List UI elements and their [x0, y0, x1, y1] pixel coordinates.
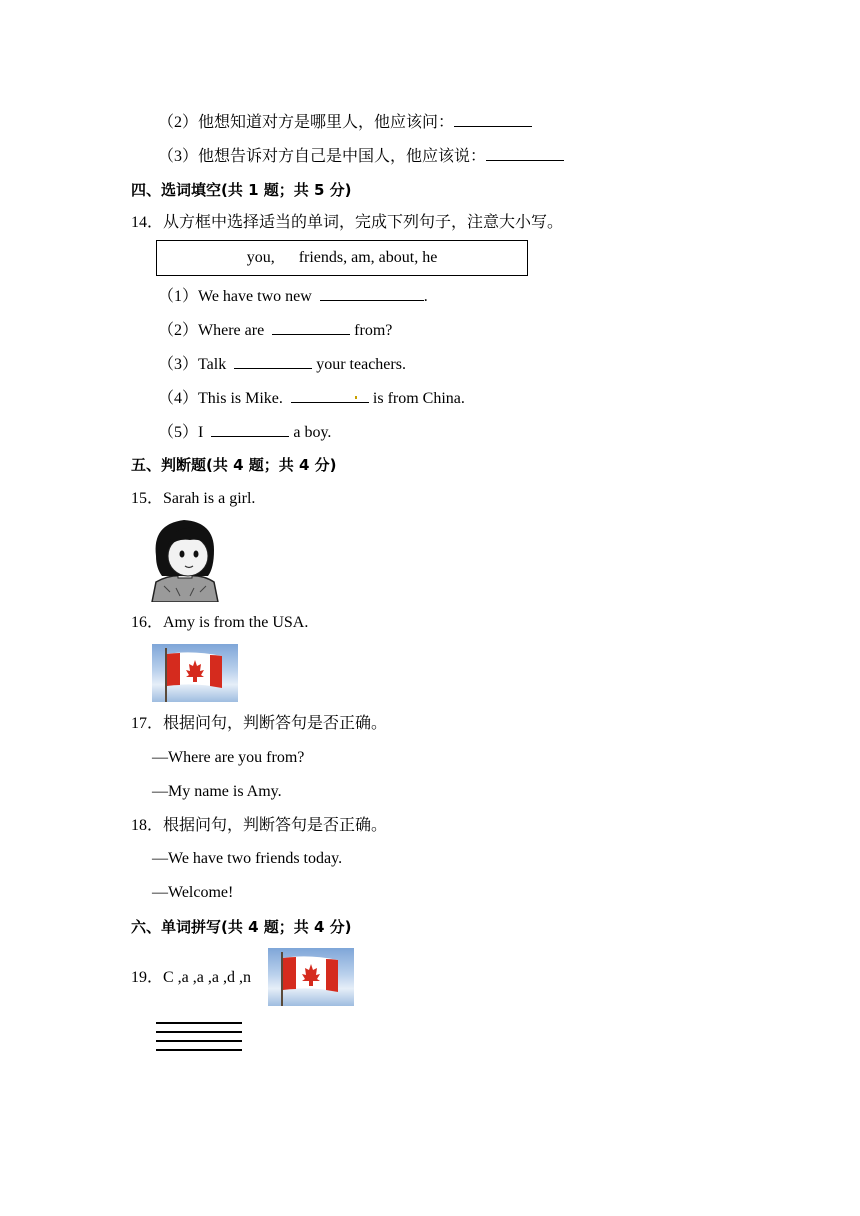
- answer-blank[interactable]: [486, 146, 564, 161]
- stray-mark: [355, 396, 357, 399]
- q14-item-5: （5）I a boy.: [158, 424, 332, 441]
- answer-blank[interactable]: [234, 354, 312, 369]
- q17-question: —Where are you from?: [152, 749, 305, 766]
- section-6-heading: 六、单词拼写(共 4 题；共 4 分): [131, 918, 352, 936]
- q14-item-4: （4）This is Mike. is from China.: [158, 390, 465, 407]
- answer-blank[interactable]: [291, 388, 369, 403]
- writing-line: [156, 1022, 242, 1024]
- writing-line: [156, 1040, 242, 1042]
- q18-question: —We have two friends today.: [152, 850, 343, 867]
- q19-text: 19．C ,a ,a ,a ,d ,n: [131, 969, 251, 986]
- q18-text: 18．根据问句，判断答句是否正确。: [131, 817, 388, 834]
- q15-text: 15．Sarah is a girl.: [131, 490, 256, 507]
- q13-item3: （3）他想告诉对方自己是中国人，他应该说：: [158, 146, 564, 167]
- q16-text: 16．Amy is from the USA.: [131, 614, 309, 631]
- writing-line: [156, 1049, 242, 1051]
- q17-answer: —My name is Amy.: [152, 783, 282, 800]
- canada-flag-icon: [152, 644, 238, 702]
- writing-lines[interactable]: [156, 1022, 242, 1062]
- q14-item-1: （1）We have two new .: [158, 288, 428, 305]
- answer-blank[interactable]: [272, 320, 350, 335]
- q18-answer: —Welcome!: [152, 884, 234, 901]
- word-box: [156, 240, 528, 276]
- answer-blank[interactable]: [211, 422, 289, 437]
- q14-prompt: 14．从方框中选择适当的单词，完成下列句子，注意大小写。: [131, 214, 564, 231]
- section-5-heading: 五、判断题(共 4 题；共 4 分): [131, 456, 337, 474]
- q14-item-2: （2）Where are from?: [158, 322, 393, 339]
- section-4-heading: 四、选词填空(共 1 题；共 5 分): [131, 181, 352, 199]
- answer-blank[interactable]: [454, 112, 532, 127]
- girl-portrait-icon: [150, 516, 220, 602]
- writing-line: [156, 1031, 242, 1033]
- word-box-text: you, friends, am, about, he: [246, 249, 438, 266]
- canada-flag-icon: [268, 948, 354, 1006]
- q14-item-3: （3）Talk your teachers.: [158, 356, 406, 373]
- q17-text: 17．根据问句，判断答句是否正确。: [131, 715, 388, 732]
- answer-blank[interactable]: [320, 286, 424, 301]
- q13-item2: （2）他想知道对方是哪里人，他应该问：: [158, 112, 532, 133]
